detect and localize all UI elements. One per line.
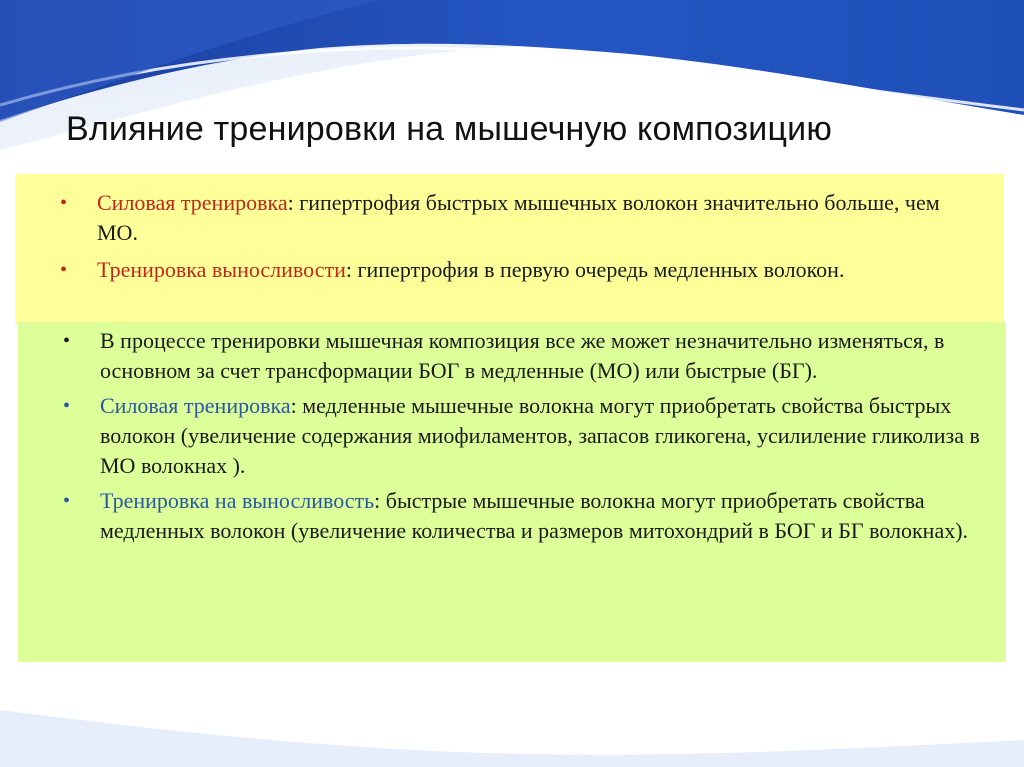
bullet-item [18,391,1006,481]
bullet-item [15,188,1004,248]
bullet-text: : быстрые мышечные волокна могут приобретать свойства медленных волокон (увеличение количества и размеров митохондрий в БОГ и БГ волокнах). [100,488,969,543]
green-bullet-list [18,326,1006,551]
green-panel [18,322,1006,662]
bullet-item [18,326,1006,386]
yellow-panel [15,174,1004,324]
bullet-term: Тренировка на выносливость [100,488,375,513]
bullet-text: В процессе тренировки мышечная композиция все же может незначительно изменяться, в основном за счет трансформации БОГ в медленные (МО) или быстрые (БГ). [100,328,945,383]
yellow-bullet-list [15,188,1004,292]
bullet-text: : гипертрофия быстрых мышечных волокон значительно больше, чем МО. [97,190,940,245]
bullet-term: Силовая тренировка [97,190,288,215]
bullet-item [15,255,1004,285]
slide-title: Влияние тренировки на мышечную композицию [66,110,833,148]
bullet-dot: • [63,395,71,417]
bullet-term: Силовая тренировка [100,393,291,418]
bullet-term: Тренировка выносливости [97,257,346,282]
bullet-text: : гипертрофия в первую очередь медленных волокон. [345,257,845,282]
bullet-text: : медленные мышечные волокна могут приобретать свойства быстрых волокон (увеличение содержания миофиламентов, запасов гликогена, усилиление гликолиза в МО волокнах ). [100,393,980,478]
bullet-dot: • [63,490,71,512]
bullet-dot: • [63,330,71,352]
bullet-dot: • [60,259,68,281]
bullet-item [18,486,1006,546]
bullet-dot: • [60,192,68,214]
